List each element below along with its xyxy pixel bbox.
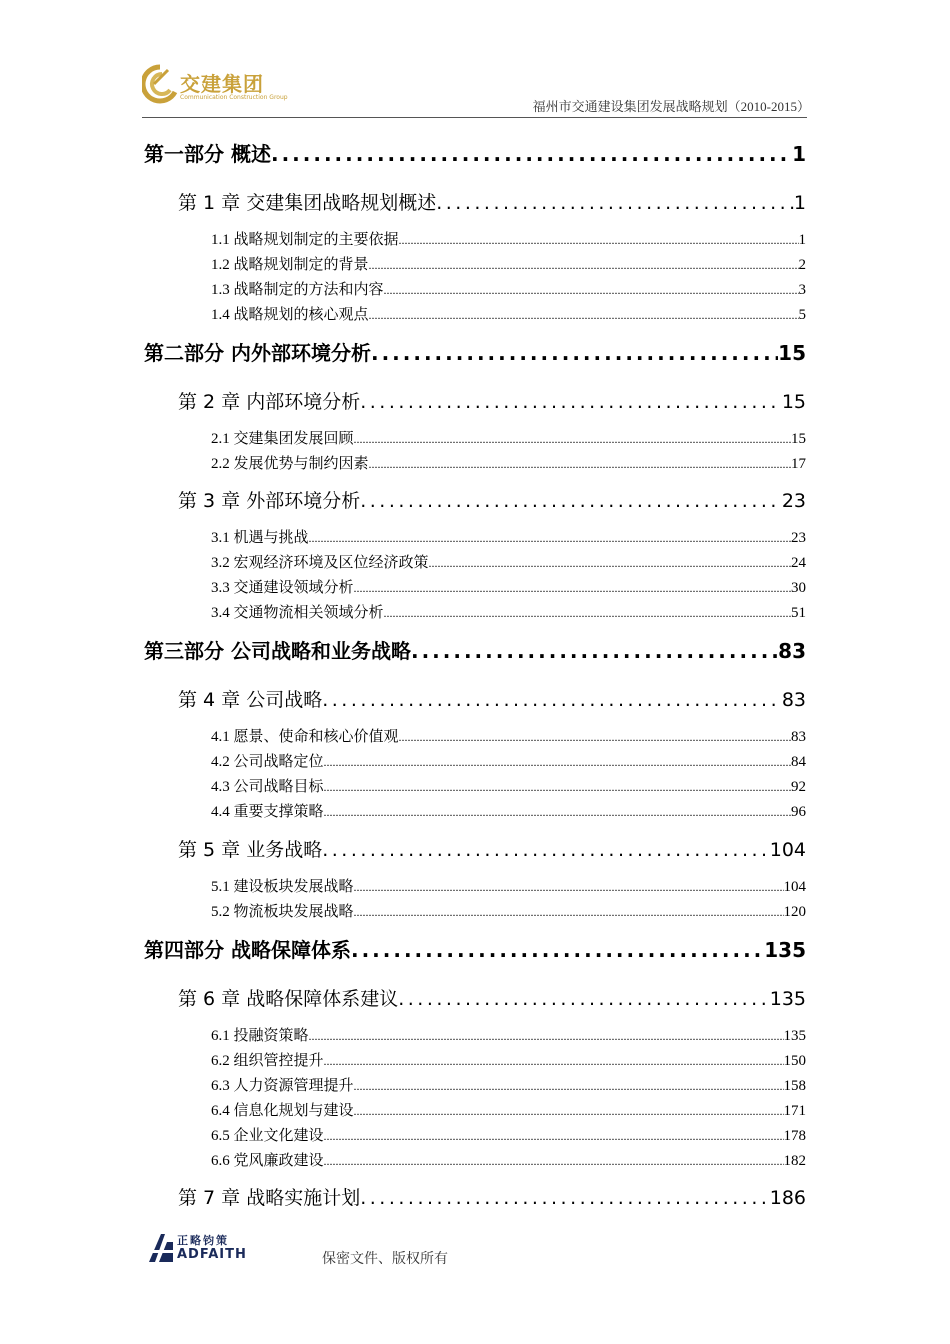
toc-page: 92	[791, 779, 806, 795]
toc-page: 135	[764, 938, 806, 962]
toc-leader	[354, 880, 784, 895]
toc-section-4-1[interactable]	[211, 725, 806, 746]
toc-section-1-1[interactable]	[211, 228, 806, 249]
document-title: 福州市交通建设集团发展战略规划（2010-2015）	[532, 99, 810, 114]
toc-chapter-4[interactable]	[178, 685, 806, 712]
toc-section-1-2[interactable]	[211, 253, 806, 274]
toc-leader	[324, 805, 791, 820]
toc-leader	[309, 531, 791, 546]
toc-label: 1.4 战略规划的核心观点	[211, 307, 369, 323]
toc-leader	[399, 233, 799, 248]
header-divider	[142, 117, 807, 118]
toc-section-6-4[interactable]	[211, 1099, 806, 1120]
toc-label: 4.2 公司战略定位	[211, 754, 324, 770]
toc-page: 15	[778, 341, 806, 365]
toc-leader	[354, 581, 791, 596]
toc-leader	[322, 689, 782, 711]
toc-chapter-1[interactable]	[178, 188, 806, 215]
toc-page: 51	[791, 605, 806, 621]
toc-label: 3.4 交通物流相关领域分析	[211, 605, 384, 621]
toc-label: 1.2 战略规划制定的背景	[211, 257, 369, 273]
toc-leader	[369, 308, 799, 323]
toc-section-3-1[interactable]	[211, 526, 806, 547]
toc-leader	[371, 341, 778, 365]
toc-leader	[429, 556, 791, 571]
toc-page: 3	[798, 282, 806, 298]
toc-chapter-6[interactable]	[178, 984, 806, 1011]
toc-page: 84	[791, 754, 806, 770]
toc-section-4-3[interactable]	[211, 775, 806, 796]
toc-page: 135	[769, 988, 806, 1010]
toc-page: 178	[783, 1128, 806, 1144]
toc-page: 96	[791, 804, 806, 820]
toc-label: 4.4 重要支撑策略	[211, 804, 324, 820]
toc-label: 第 1 章 交建集团战略规划概述	[178, 192, 437, 214]
toc-page: 158	[783, 1078, 806, 1094]
toc-section-2-2[interactable]	[211, 452, 806, 473]
toc-leader	[398, 988, 770, 1010]
toc-page: 2	[798, 257, 806, 273]
toc-page: 15	[791, 431, 806, 447]
toc-leader	[354, 432, 791, 447]
toc-label: 第 2 章 内部环境分析	[178, 391, 361, 413]
toc-section-3-4[interactable]	[211, 601, 806, 622]
toc-page: 24	[791, 555, 806, 571]
footer-logo-cn: 正略钧策	[177, 1234, 229, 1247]
toc-section-6-5[interactable]	[211, 1124, 806, 1145]
toc-leader	[354, 905, 784, 920]
toc-section-6-2[interactable]	[211, 1049, 806, 1070]
toc-section-3-3[interactable]	[211, 576, 806, 597]
company-logo-name: 交建集团	[180, 72, 264, 96]
toc-page: 15	[781, 391, 806, 413]
toc-leader	[324, 780, 791, 795]
toc-leader	[324, 755, 791, 770]
company-logo-mark-icon	[142, 64, 178, 104]
toc-section-4-4[interactable]	[211, 800, 806, 821]
toc-leader	[399, 730, 791, 745]
toc-chapter-3[interactable]	[178, 486, 806, 513]
toc-leader	[369, 457, 791, 472]
toc-page: 104	[769, 839, 806, 861]
toc-page: 83	[778, 639, 806, 663]
toc-page: 83	[791, 729, 806, 745]
toc-leader	[354, 1079, 784, 1094]
toc-leader	[324, 1054, 784, 1069]
toc-leader	[369, 258, 799, 273]
adfaith-logo-icon	[147, 1232, 175, 1264]
toc-leader	[384, 606, 791, 621]
toc-page: 186	[769, 1187, 806, 1209]
toc-leader	[324, 1129, 784, 1144]
toc-section-4-2[interactable]	[211, 750, 806, 771]
toc-label: 1.1 战略规划制定的主要依据	[211, 232, 399, 248]
toc-page: 23	[791, 530, 806, 546]
toc-label: 2.1 交建集团发展回顾	[211, 431, 354, 447]
company-logo-subtitle: Communication Construction Group	[180, 94, 288, 101]
toc-label: 第 3 章 外部环境分析	[178, 490, 361, 512]
toc-section-6-3[interactable]	[211, 1074, 806, 1095]
toc-label: 6.2 组织管控提升	[211, 1053, 324, 1069]
toc-section-5-1[interactable]	[211, 875, 806, 896]
toc-page: 17	[791, 456, 806, 472]
toc-label: 1.3 战略制定的方法和内容	[211, 282, 384, 298]
toc-page: 1	[798, 232, 806, 248]
toc-section-6-6[interactable]	[211, 1149, 806, 1170]
toc-section-1-4[interactable]	[211, 303, 806, 324]
toc-leader	[360, 490, 782, 512]
toc-page: 171	[783, 1103, 806, 1119]
toc-page: 182	[783, 1153, 806, 1169]
toc-page: 83	[781, 689, 806, 711]
toc-leader	[351, 938, 764, 962]
toc-page: 30	[791, 580, 806, 596]
toc-label: 6.3 人力资源管理提升	[211, 1078, 354, 1094]
toc-leader	[384, 283, 799, 298]
toc-label: 第二部分 内外部环境分析	[144, 341, 371, 365]
toc-leader	[309, 1029, 784, 1044]
toc-page: 1	[793, 192, 806, 214]
toc-page: 135	[783, 1028, 806, 1044]
toc-label: 第 7 章 战略实施计划	[178, 1187, 361, 1209]
toc-leader	[436, 192, 794, 214]
toc-page: 150	[783, 1053, 806, 1069]
toc-chapter-2[interactable]	[178, 387, 806, 414]
toc-section-1-3[interactable]	[211, 278, 806, 299]
toc-label: 6.4 信息化规划与建设	[211, 1103, 354, 1119]
toc-page: 120	[783, 904, 806, 920]
toc-part-4[interactable]	[144, 934, 806, 963]
toc-section-5-2[interactable]	[211, 900, 806, 921]
footer-logo	[147, 1232, 247, 1266]
toc-label: 3.1 机遇与挑战	[211, 530, 309, 546]
toc-leader	[322, 839, 770, 861]
toc-part-1[interactable]	[144, 138, 806, 167]
toc-label: 第 4 章 公司战略	[178, 689, 323, 711]
toc-label: 6.5 企业文化建设	[211, 1128, 324, 1144]
toc-label: 3.3 交通建设领域分析	[211, 580, 354, 596]
toc-label: 2.2 发展优势与制约因素	[211, 456, 369, 472]
company-logo	[142, 64, 292, 112]
toc-chapter-7[interactable]	[178, 1183, 806, 1210]
toc-page: 1	[792, 142, 806, 166]
toc-page: 5	[798, 307, 806, 323]
toc-leader	[271, 142, 792, 166]
toc-label: 第三部分 公司战略和业务战略	[144, 639, 411, 663]
toc-label: 6.6 党风廉政建设	[211, 1153, 324, 1169]
toc-page: 104	[783, 879, 806, 895]
footer-logo-en: ADFAITH	[177, 1247, 247, 1262]
toc-label: 3.2 宏观经济环境及区位经济政策	[211, 555, 429, 571]
toc-leader	[360, 1187, 770, 1209]
toc-section-3-2[interactable]	[211, 551, 806, 572]
toc-label: 第一部分 概述	[144, 142, 271, 166]
toc-label: 5.1 建设板块发展战略	[211, 879, 354, 895]
toc-label: 5.2 物流板块发展战略	[211, 904, 354, 920]
toc-part-3[interactable]	[144, 635, 806, 664]
toc-label: 第四部分 战略保障体系	[144, 938, 351, 962]
toc-section-6-1[interactable]	[211, 1024, 806, 1045]
toc-leader	[354, 1104, 784, 1119]
toc-label: 第 5 章 业务战略	[178, 839, 323, 861]
toc-label: 6.1 投融资策略	[211, 1028, 309, 1044]
page-header	[0, 0, 950, 125]
toc-section-2-1[interactable]	[211, 427, 806, 448]
toc-leader	[411, 639, 778, 663]
toc-part-2[interactable]	[144, 337, 806, 366]
toc-label: 第 6 章 战略保障体系建议	[178, 988, 399, 1010]
toc-leader	[324, 1154, 784, 1169]
toc-leader	[360, 391, 782, 413]
toc-chapter-5[interactable]	[178, 835, 806, 862]
toc-label: 4.1 愿景、使命和核心价值观	[211, 729, 399, 745]
footer-confidential: 保密文件、版权所有	[322, 1252, 448, 1267]
toc-label: 4.3 公司战略目标	[211, 779, 324, 795]
toc-page: 23	[781, 490, 806, 512]
